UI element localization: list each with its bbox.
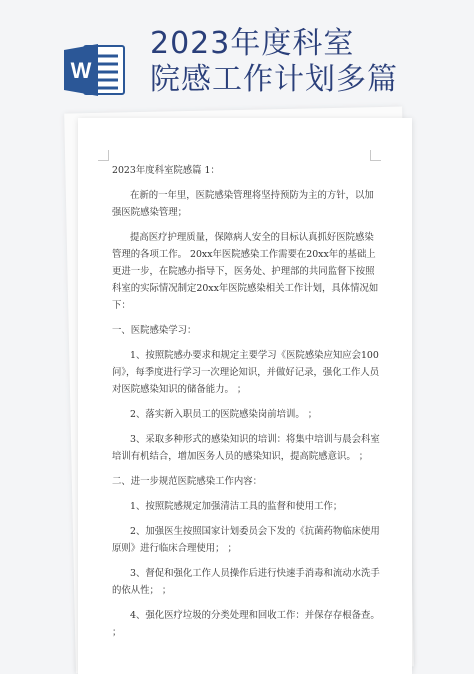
paragraph-4: 2、落实新入职员工的医院感染岗前培训。 ； xyxy=(130,409,318,420)
document-body xyxy=(112,162,380,649)
paragraph-3: 1、按照院感办要求和规定主要学习《医院感染应知应会100问》，每季度进行学习一次理论知识，并做好记录，强化工作人员对医院感染知识的储备能力。 ； xyxy=(112,350,380,395)
document-heading: 2023年度科室院感篇 1： xyxy=(112,165,220,176)
header xyxy=(0,0,474,120)
paragraph-7: 2、加强医生按照国家计划委员会下发的《抗菌药物临床使用原则》进行临床合理使用； ； xyxy=(112,526,380,554)
word-icon-letter: W xyxy=(70,58,92,83)
paragraph-1: 在新的一年里，医院感染管理将坚持预防为主的方针，以加强医院感染管理； xyxy=(112,190,374,218)
paragraph-6: 1、按照院感规定加强清洁工具的监督和使用工作； xyxy=(130,501,343,512)
title-line-2: 院感工作计划多篇 xyxy=(150,62,398,97)
title-line-1: 2023年度科室 xyxy=(150,26,355,61)
paragraph-5: 3、采取多种形式的感染知识的培训：将集中培训与晨会科室培训有机结合，增加医务人员的感染知识，提高院感意识。 ； xyxy=(112,434,380,462)
section-heading-1: 一、医院感染学习： xyxy=(112,325,197,336)
margin-mark-top-right xyxy=(370,150,381,161)
paragraph-2: 提高医疗护理质量，保障病人安全的目标认真抓好医院感染管理的各项工作。 20xx年医院感染工作需要在20xx年的基础上更进一步，在院感办指导下，医务处、护理部的共同监督下按照科室的实际情况制定20xx年医院感染相关工作计划，具体情况如下： xyxy=(112,232,379,311)
margin-mark-top-left xyxy=(98,150,109,161)
paragraph-9: 4、强化医疗垃圾的分类处理和回收工作：并保存存根备查。 ； xyxy=(112,610,380,638)
paragraph-8: 3、督促和强化工作人员操作后进行快速手消毒和流动水洗手的依从性； ； xyxy=(112,568,380,596)
word-icon xyxy=(62,40,128,100)
section-heading-2: 二、进一步规范医院感染工作内容： xyxy=(112,476,263,487)
page-title xyxy=(150,26,470,98)
